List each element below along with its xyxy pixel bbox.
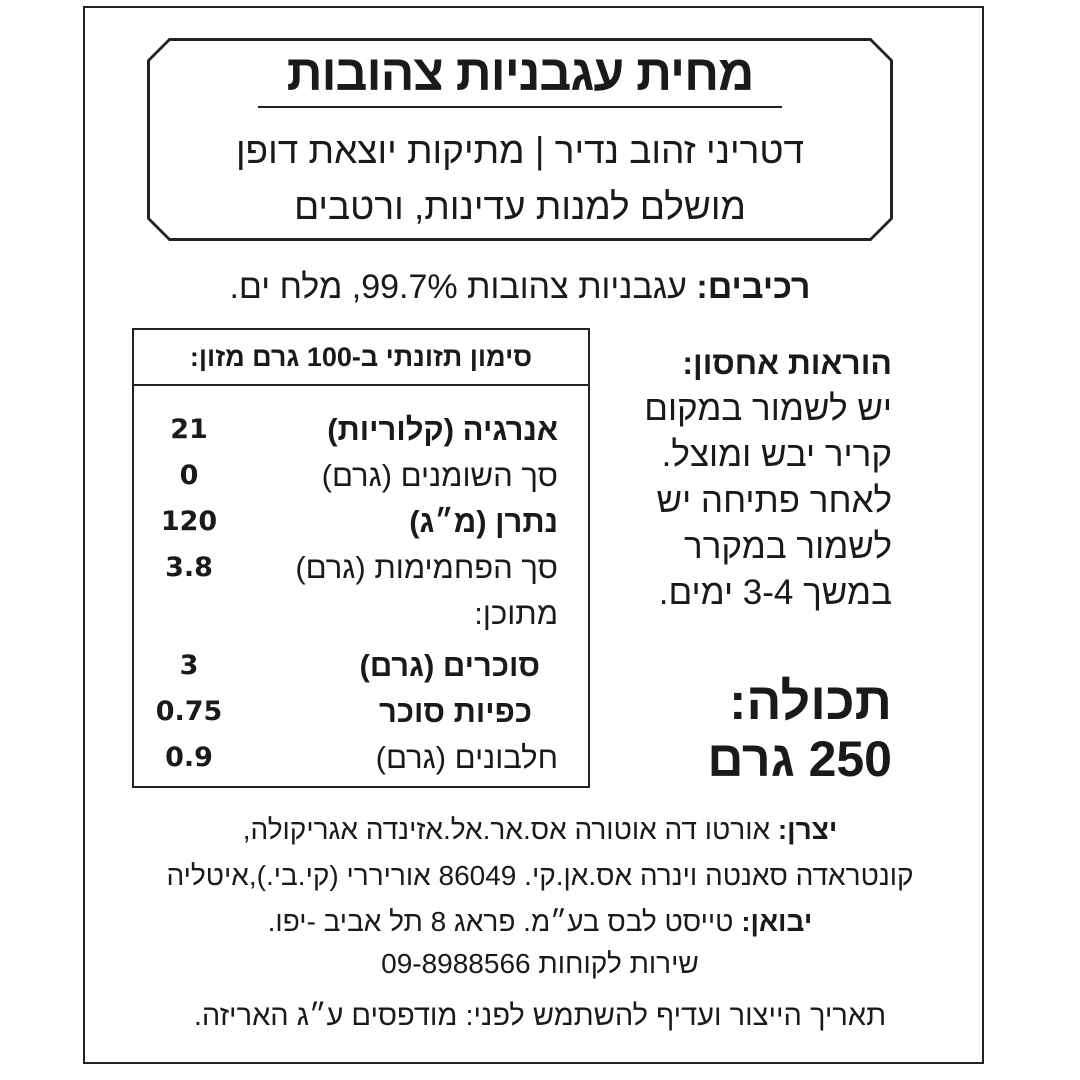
storage-line: יש לשמור במקום xyxy=(644,389,892,428)
net-contents-label: תכולה: xyxy=(729,673,892,731)
nutrition-row-value: 3 xyxy=(179,650,199,681)
product-subtitle-line1: דטריני זהוב נדיר | מתיקות יוצאת דופן xyxy=(235,130,805,171)
product-title: מחית עגבניות צהובות xyxy=(286,45,754,101)
nutrition-row xyxy=(134,504,588,548)
ingredients-text: עגבניות צהובות 99.7%, מלח ים. xyxy=(229,268,697,306)
nutrition-row xyxy=(134,596,588,640)
nutrition-row xyxy=(134,740,588,784)
nutrition-header: סימון תזונתי ב-100 גרם מזון: xyxy=(134,330,588,386)
nutrition-row-value: 3.8 xyxy=(165,552,213,583)
importer-text: טייסט לבס בע״מ. פראג 8 תל אביב -יפו. xyxy=(267,906,742,937)
nutrition-row-name: חלבונים (גרם) xyxy=(375,740,558,775)
nutrition-row-value: 21 xyxy=(170,414,208,445)
storage-line: קריר יבש ומוצל. xyxy=(661,435,892,474)
ingredients xyxy=(180,268,860,307)
nutrition-row xyxy=(134,648,588,692)
nutrition-row xyxy=(134,412,588,456)
customer-service: שירות לקוחות 09-8988566 xyxy=(381,948,699,979)
nutrition-row-value: 0 xyxy=(179,460,199,491)
nutrition-row-name: סך השומנים (גרם) xyxy=(321,458,558,493)
nutrition-row-name: כפיות סוכר xyxy=(379,694,532,729)
nutrition-row-name: סוכרים (גרם) xyxy=(359,648,540,683)
storage-title: הוראות אחסון: xyxy=(682,345,892,381)
nutrition-row xyxy=(134,458,588,502)
producer-line1 xyxy=(90,814,990,846)
storage-line: לשמור במקרר xyxy=(684,527,892,566)
nutrition-row-name: אנרגיה (קלוריות) xyxy=(327,412,558,447)
storage-line: במשך 3-4 ימים. xyxy=(658,573,892,612)
importer-line xyxy=(90,906,990,938)
nutrition-row-value: 0.9 xyxy=(165,742,213,773)
nutrition-row-value: 0.75 xyxy=(155,696,223,727)
dates-note: תאריך הייצור ועדיף להשתמש לפני: מודפסים ע״ג האריזה. xyxy=(193,1000,887,1032)
nutrition-row xyxy=(134,550,588,594)
nutrition-row-name: סך הפחמימות (גרם) xyxy=(295,550,558,585)
product-subtitle-line2: מושלם למנות עדינות, ורטבים xyxy=(294,186,746,227)
storage-line: לאחר פתיחה יש xyxy=(656,481,892,520)
nutrition-table xyxy=(132,328,590,788)
importer-label: יבואן: xyxy=(741,906,813,937)
storage-instructions xyxy=(600,340,892,616)
ingredients-label: רכיבים: xyxy=(696,268,811,306)
producer-line2: קונטראדה סאנטה וינרה אס.אן.קי. 86049 אוריררי (קי.בי.),איטליה xyxy=(166,860,914,891)
nutrition-row-value: 120 xyxy=(160,506,218,537)
nutrition-row-name: מתוכן: xyxy=(474,596,558,631)
nutrition-row xyxy=(134,694,588,738)
net-contents-value: 250 גרם xyxy=(707,731,892,787)
nutrition-row-name: נתרן (מ״ג) xyxy=(409,504,558,539)
producer-label: יצרן: xyxy=(777,814,838,845)
title-rule xyxy=(258,106,782,108)
producer-text1: אורטו דה אוטורה אס.אר.אל.אזינדה אגריקולה, xyxy=(242,814,778,845)
